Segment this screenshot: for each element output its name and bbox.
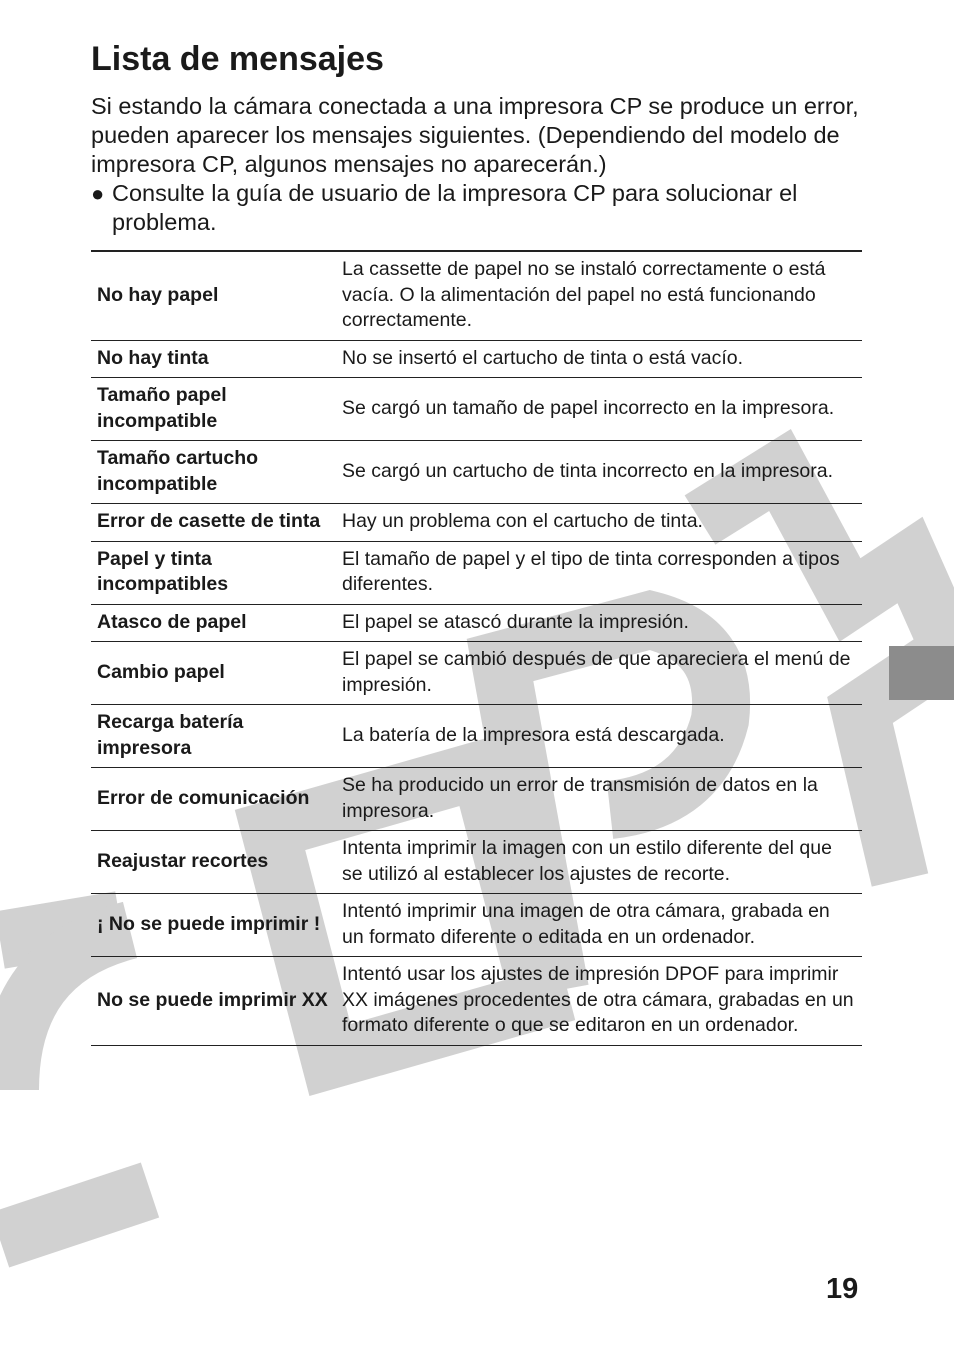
message-code: Recarga batería impresora [91, 705, 336, 768]
intro-paragraph: Si estando la cámara conectada a una impresora CP se produce un error, pueden aparecer los mensajes siguientes. (Dependiendo del modelo de impresora CP, algunos mensajes no aparecerán.) [91, 93, 859, 178]
table-row [91, 378, 862, 441]
note-bullet [91, 179, 862, 237]
table-row [91, 894, 862, 957]
table-row [91, 504, 862, 542]
page-title: Lista de mensajes [91, 40, 384, 78]
message-description: Se ha producido un error de transmisión de datos en la impresora. [336, 768, 862, 831]
table-row [91, 541, 862, 604]
message-code: Error de casette de tinta [91, 504, 336, 542]
message-description: Se cargó un cartucho de tinta incorrecto en la impresora. [336, 441, 862, 504]
table-row [91, 957, 862, 1046]
message-description: Hay un problema con el cartucho de tinta. [336, 504, 862, 542]
message-description: El papel se atascó durante la impresión. [336, 604, 862, 642]
message-code: Tamaño papel incompatible [91, 378, 336, 441]
message-code: Atasco de papel [91, 604, 336, 642]
table-row [91, 441, 862, 504]
message-code: Error de comunicación [91, 768, 336, 831]
message-code: No hay papel [91, 251, 336, 340]
bullet-dot-icon: ● [91, 181, 105, 207]
table-row [91, 642, 862, 705]
messages-table [91, 250, 862, 1046]
message-description: No se insertó el cartucho de tinta o está vacío. [336, 340, 862, 378]
table-row [91, 831, 862, 894]
message-code: Reajustar recortes [91, 831, 336, 894]
page-content [91, 40, 862, 237]
note-text: Consulte la guía de usuario de la impresora CP para solucionar el problema. [112, 180, 798, 236]
message-description: Se cargó un tamaño de papel incorrecto en la impresora. [336, 378, 862, 441]
message-description: El tamaño de papel y el tipo de tinta corresponden a tipos diferentes. [336, 541, 862, 604]
message-description: Intenta imprimir la imagen con un estilo diferente del que se utilizó al establecer los ajustes de recorte. [336, 831, 862, 894]
message-code: No se puede imprimir XX [91, 957, 336, 1046]
table-row [91, 705, 862, 768]
chapter-tab [889, 646, 954, 700]
message-code: Tamaño cartucho incompatible [91, 441, 336, 504]
page-number: 19 [826, 1273, 859, 1305]
message-description: La cassette de papel no se instaló correctamente o está vacía. O la alimentación del papel no está funcionando correctamente. [336, 251, 862, 340]
message-description: Intentó usar los ajustes de impresión DPOF para imprimir XX imágenes procedentes de otra cámara, grabadas en un formato diferente o que se editaron en un ordenador. [336, 957, 862, 1046]
message-description: El papel se cambió después de que apareciera el menú de impresión. [336, 642, 862, 705]
message-code: Papel y tinta incompatibles [91, 541, 336, 604]
message-code: ¡ No se puede imprimir ! [91, 894, 336, 957]
table-row [91, 768, 862, 831]
table-row [91, 340, 862, 378]
message-description: La batería de la impresora está descargada. [336, 705, 862, 768]
message-code: Cambio papel [91, 642, 336, 705]
table-row [91, 251, 862, 340]
table-row [91, 604, 862, 642]
message-code: No hay tinta [91, 340, 336, 378]
message-description: Intentó imprimir una imagen de otra cámara, grabada en un formato diferente o editada en un ordenador. [336, 894, 862, 957]
